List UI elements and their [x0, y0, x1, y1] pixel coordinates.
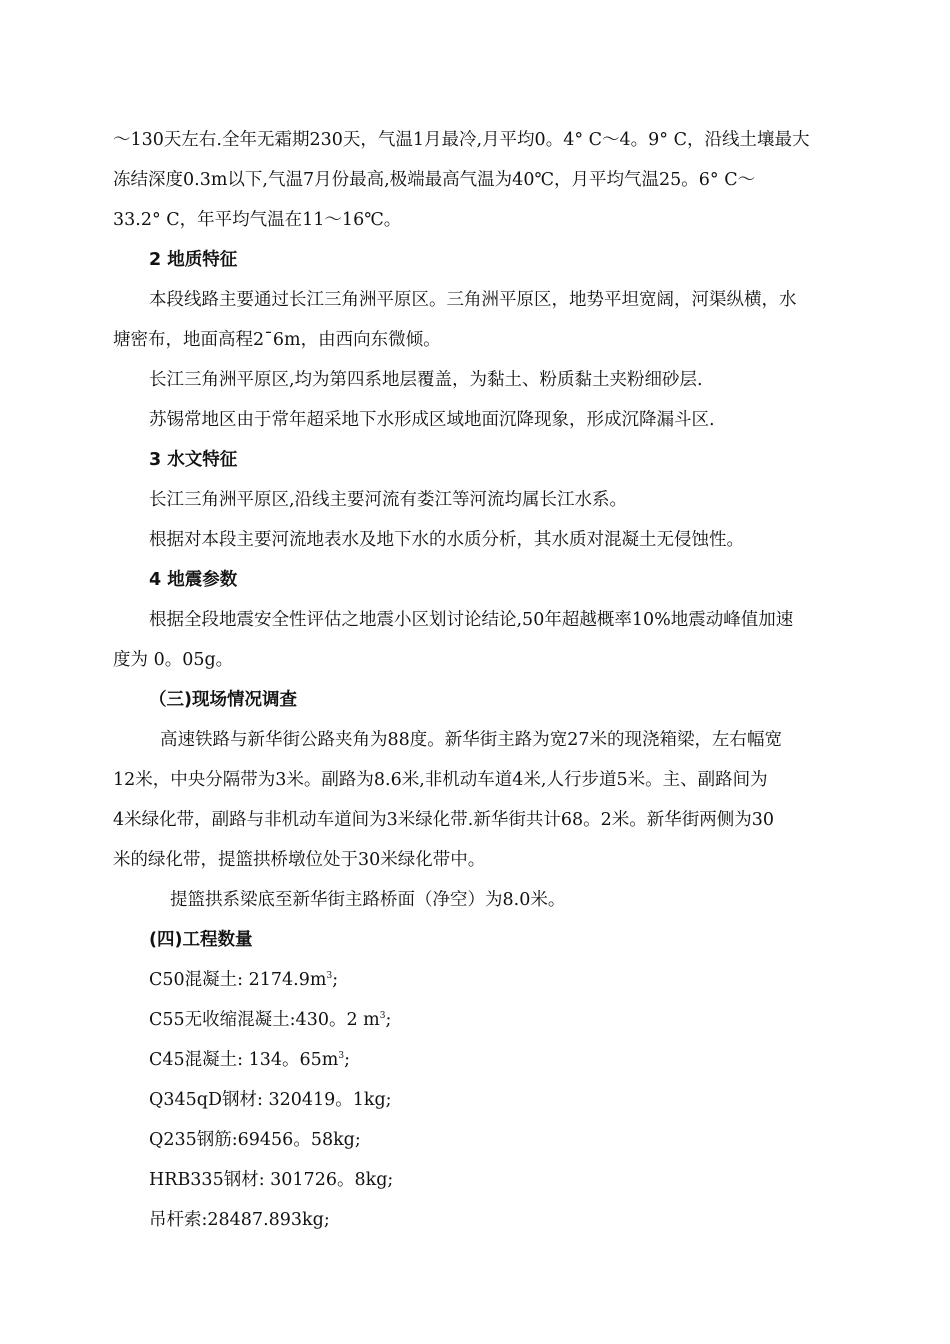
quantity-terminator: ; [344, 1050, 351, 1070]
site-survey-heading: （三)现场情况调查 [149, 690, 297, 710]
geology-paragraph-1-line-1: 本段线路主要通过长江三角洲平原区。三角洲平原区，地势平坦宽阔，河渠纵横，水 [149, 290, 797, 310]
unit-superscript: 3 [326, 971, 333, 981]
geology-paragraph-3: 苏锡常地区由于常年超采地下水形成区域地面沉降现象，形成沉降漏斗区. [149, 410, 715, 430]
seismic-line-2: 度为 0。05g。 [113, 650, 234, 670]
hydrology-heading: 3 水文特征 [149, 450, 238, 470]
quantity-hanger-cable: 吊杆索:28487.893kg; [149, 1210, 330, 1230]
quantity-c50-text: C50混凝土: 2174.9m [149, 970, 327, 990]
climate-line-3: 33.2° C，年平均气温在11～16℃。 [113, 210, 402, 230]
climate-line-1: ～130天左右.全年无霜期230天，气温1月最冷,月平均0。4° C～4。9° C，沿线土壤最大 [113, 130, 810, 150]
quantity-c50-concrete [149, 968, 338, 992]
quantity-q235-rebar: Q235钢筋:69456。58kg; [149, 1130, 361, 1150]
site-survey-line-3: 4米绿化带，副路与非机动车道间为3米绿化带.新华街共计68。2米。新华街两侧为30 [113, 810, 774, 830]
geology-paragraph-1-line-2: 塘密布，地面高程2¯6m，由西向东微倾。 [113, 330, 441, 350]
quantity-q345-steel: Q345qD钢材: 320419。1kg; [149, 1090, 392, 1110]
quantity-c55-concrete [149, 1008, 391, 1032]
quantity-c45-text: C45混凝土: 134。65m [149, 1050, 339, 1070]
quantity-terminator: ; [332, 970, 339, 990]
site-survey-line-4: 米的绿化带，提篮拱桥墩位处于30米绿化带中。 [113, 850, 486, 870]
quantity-c55-text: C55无收缩混凝土:430。2 m [149, 1010, 380, 1030]
hydrology-paragraph-2: 根据对本段主要河流地表水及地下水的水质分析，其水质对混凝土无侵蚀性。 [149, 530, 744, 550]
site-survey-line-5: 提篮拱系梁底至新华街主路桥面（净空）为8.0米。 [170, 890, 566, 910]
geology-heading: 2 地质特征 [149, 250, 238, 270]
hydrology-paragraph-1: 长江三角洲平原区,沿线主要河流有娄江等河流均属长江水系。 [149, 490, 628, 510]
site-survey-line-2: 12米，中央分隔带为3米。副路为8.6米,非机动车道4米,人行步道5米。主、副路间为 [113, 770, 768, 790]
quantities-heading: (四)工程数量 [149, 930, 253, 950]
seismic-heading: 4 地震参数 [149, 570, 238, 590]
quantity-terminator: ; [385, 1010, 392, 1030]
unit-superscript: 3 [338, 1051, 345, 1061]
unit-superscript: 3 [379, 1011, 386, 1021]
quantity-c45-concrete [149, 1048, 350, 1072]
climate-line-2: 冻结深度0.3m以下,气温7月份最高,极端最高气温为40℃，月平均气温25。6° C～ [113, 170, 756, 190]
seismic-line-1: 根据全段地震安全性评估之地震小区划讨论结论,50年超越概率10%地震动峰值加速 [149, 610, 794, 630]
site-survey-line-1: 高速铁路与新华街公路夹角为88度。新华街主路为宽27米的现浇箱梁，左右幅宽 [160, 730, 783, 750]
geology-paragraph-2: 长江三角洲平原区,均为第四系地层覆盖，为黏土、粉质黏土夹粉细砂层. [149, 370, 703, 390]
quantity-hrb335-steel: HRB335钢材: 301726。8kg; [149, 1170, 394, 1190]
